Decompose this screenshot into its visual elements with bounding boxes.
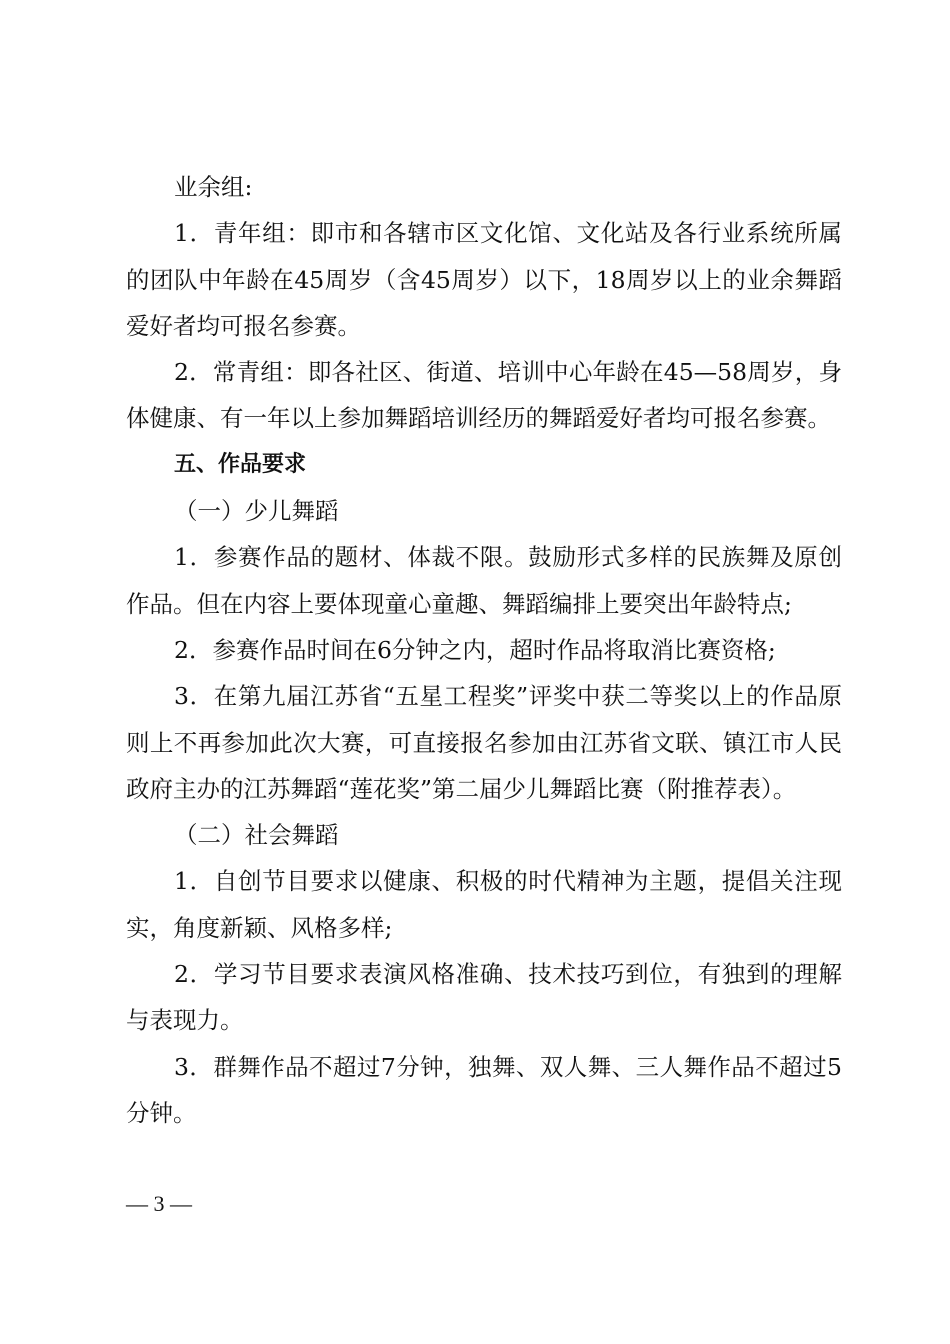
subheading-children-dance: （一）少儿舞蹈: [174, 497, 339, 526]
paragraph-children-item-3: 3．在第九届江苏省“五星工程奖”评奖中获二等奖以上的作品原则上不再参加此次大赛，可直接报名参加由江苏省文联、镇江市人民政府主办的江苏舞蹈“莲花奖”第二届少儿舞蹈比赛（附推荐表）。: [126, 682, 842, 803]
section-heading-work-requirements: 五、作品要求: [174, 451, 307, 477]
paragraph-youth-group: 1．青年组：即市和各辖市区文化馆、文化站及各行业系统所属的团队中年龄在45周岁（含45周岁）以下，18周岁以上的业余舞蹈爱好者均可报名参赛。: [126, 219, 842, 340]
paragraph-social-item-1: 1．自创节目要求以健康、积极的时代精神为主题，提倡关注现实，角度新颖、风格多样;: [126, 867, 842, 942]
paragraph-children-item-2: 2．参赛作品时间在6分钟之内，超时作品将取消比赛资格;: [174, 635, 776, 664]
page-number: — 3 —: [126, 1191, 192, 1216]
paragraph-evergreen-group: 2．常青组：即各社区、街道、培训中心年龄在45—58周岁，身体健康、有一年以上参加舞蹈培训经历的舞蹈爱好者均可报名参赛。: [126, 358, 842, 433]
document-body: [126, 164, 842, 1136]
paragraph-children-item-1: 1．参赛作品的题材、体裁不限。鼓励形式多样的民族舞及原创作品。但在内容上要体现童心童趣、舞蹈编排上要突出年龄特点;: [126, 543, 842, 618]
paragraph-social-item-2: 2．学习节目要求表演风格准确、技术技巧到位，有独到的理解与表现力。: [126, 960, 842, 1035]
paragraph-amateur-group-label: 业余组:: [174, 173, 253, 201]
paragraph-social-item-3: 3．群舞作品不超过7分钟，独舞、双人舞、三人舞作品不超过5分钟。: [126, 1052, 842, 1127]
subheading-social-dance: （二）社会舞蹈: [174, 821, 339, 850]
